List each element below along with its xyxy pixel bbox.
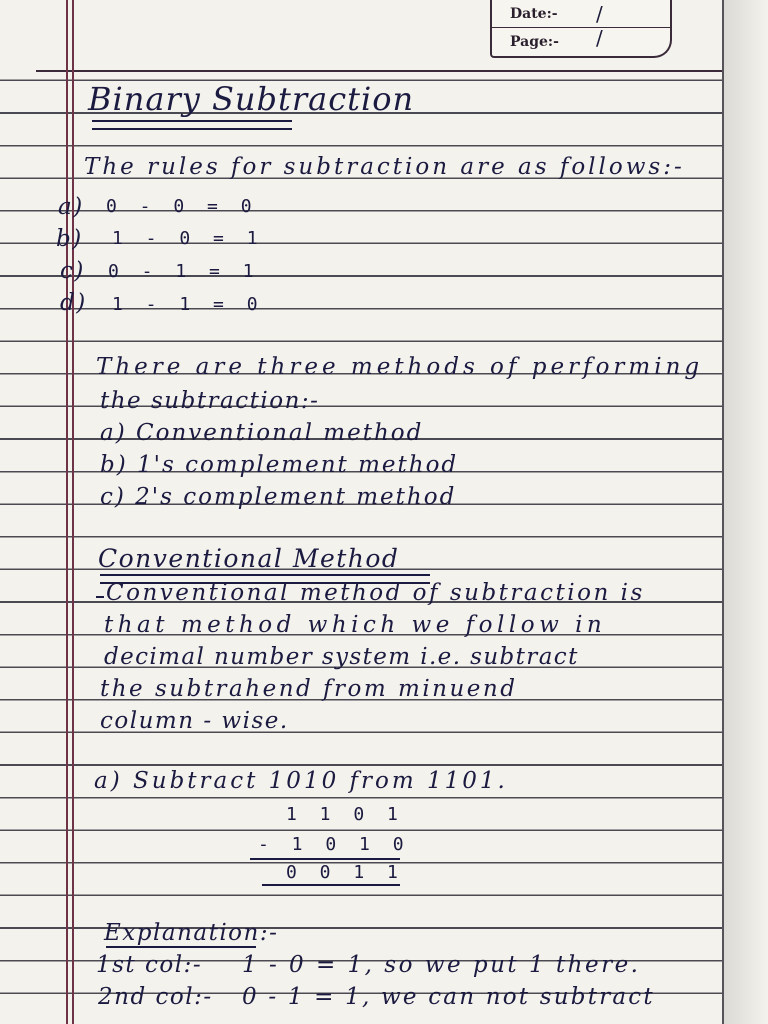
explanation-text: 1 - 0 = 1, so we put 1 there.	[242, 952, 641, 978]
example-result: 0 0 1 1	[286, 862, 404, 883]
rule-expr: 0 - 1 = 1	[108, 261, 260, 282]
explanation-heading: Explanation:-	[104, 920, 279, 946]
example-subtrahend: - 1 0 1 0	[258, 834, 410, 855]
sum-line	[250, 858, 400, 860]
result-underline	[262, 884, 400, 886]
rule-letter: d)	[60, 290, 87, 316]
rule-letter: b)	[56, 226, 83, 252]
paragraph-line: Conventional method of subtraction is	[106, 580, 645, 606]
page-edge	[722, 0, 724, 1024]
date-label: Date:-	[510, 6, 558, 22]
rule-expr: 1 - 0 = 1	[112, 228, 264, 249]
date-value: / /	[596, 2, 625, 50]
header-rule	[36, 70, 726, 72]
paragraph-dash	[96, 596, 104, 598]
rule-letter: a)	[58, 194, 84, 220]
title-underline	[92, 120, 292, 130]
paragraph-line: the subtrahend from minuend	[100, 676, 518, 702]
rule-expr: 1 - 1 = 0	[112, 294, 264, 315]
date-page-box	[490, 0, 672, 58]
method-item: c) 2's complement method	[100, 484, 457, 510]
methods-intro-line-1: There are three methods of performing	[96, 354, 704, 380]
page-shadow	[724, 0, 768, 1024]
paragraph-line: column - wise.	[100, 708, 289, 734]
example-minuend: 1 1 0 1	[286, 804, 404, 825]
methods-intro-line-2: the subtraction:-	[100, 388, 320, 414]
method-item: b) 1's complement method	[100, 452, 459, 478]
explanation-text: 0 - 1 = 1, we can not subtract	[242, 984, 655, 1010]
margin-line	[72, 0, 74, 1024]
rules-intro: The rules for subtraction are as follows:-	[84, 154, 685, 180]
rule-expr: 0 - 0 = 0	[106, 196, 258, 217]
example-prompt: a) Subtract 1010 from 1101.	[94, 768, 508, 794]
method-item: a) Conventional method	[100, 420, 424, 446]
rule-letter: c)	[60, 258, 85, 284]
page-label: Page:-	[510, 34, 559, 50]
margin-line	[66, 0, 68, 1024]
explanation-underline	[106, 946, 256, 950]
paragraph-line: that method which we follow in	[104, 612, 607, 638]
explanation-col-label: 1st col:-	[96, 952, 203, 978]
page-title: Binary Subtraction	[88, 80, 415, 118]
explanation-col-label: 2nd col:-	[98, 984, 213, 1010]
section-heading: Conventional Method	[98, 544, 400, 573]
paragraph-line: decimal number system i.e. subtract	[104, 644, 579, 670]
